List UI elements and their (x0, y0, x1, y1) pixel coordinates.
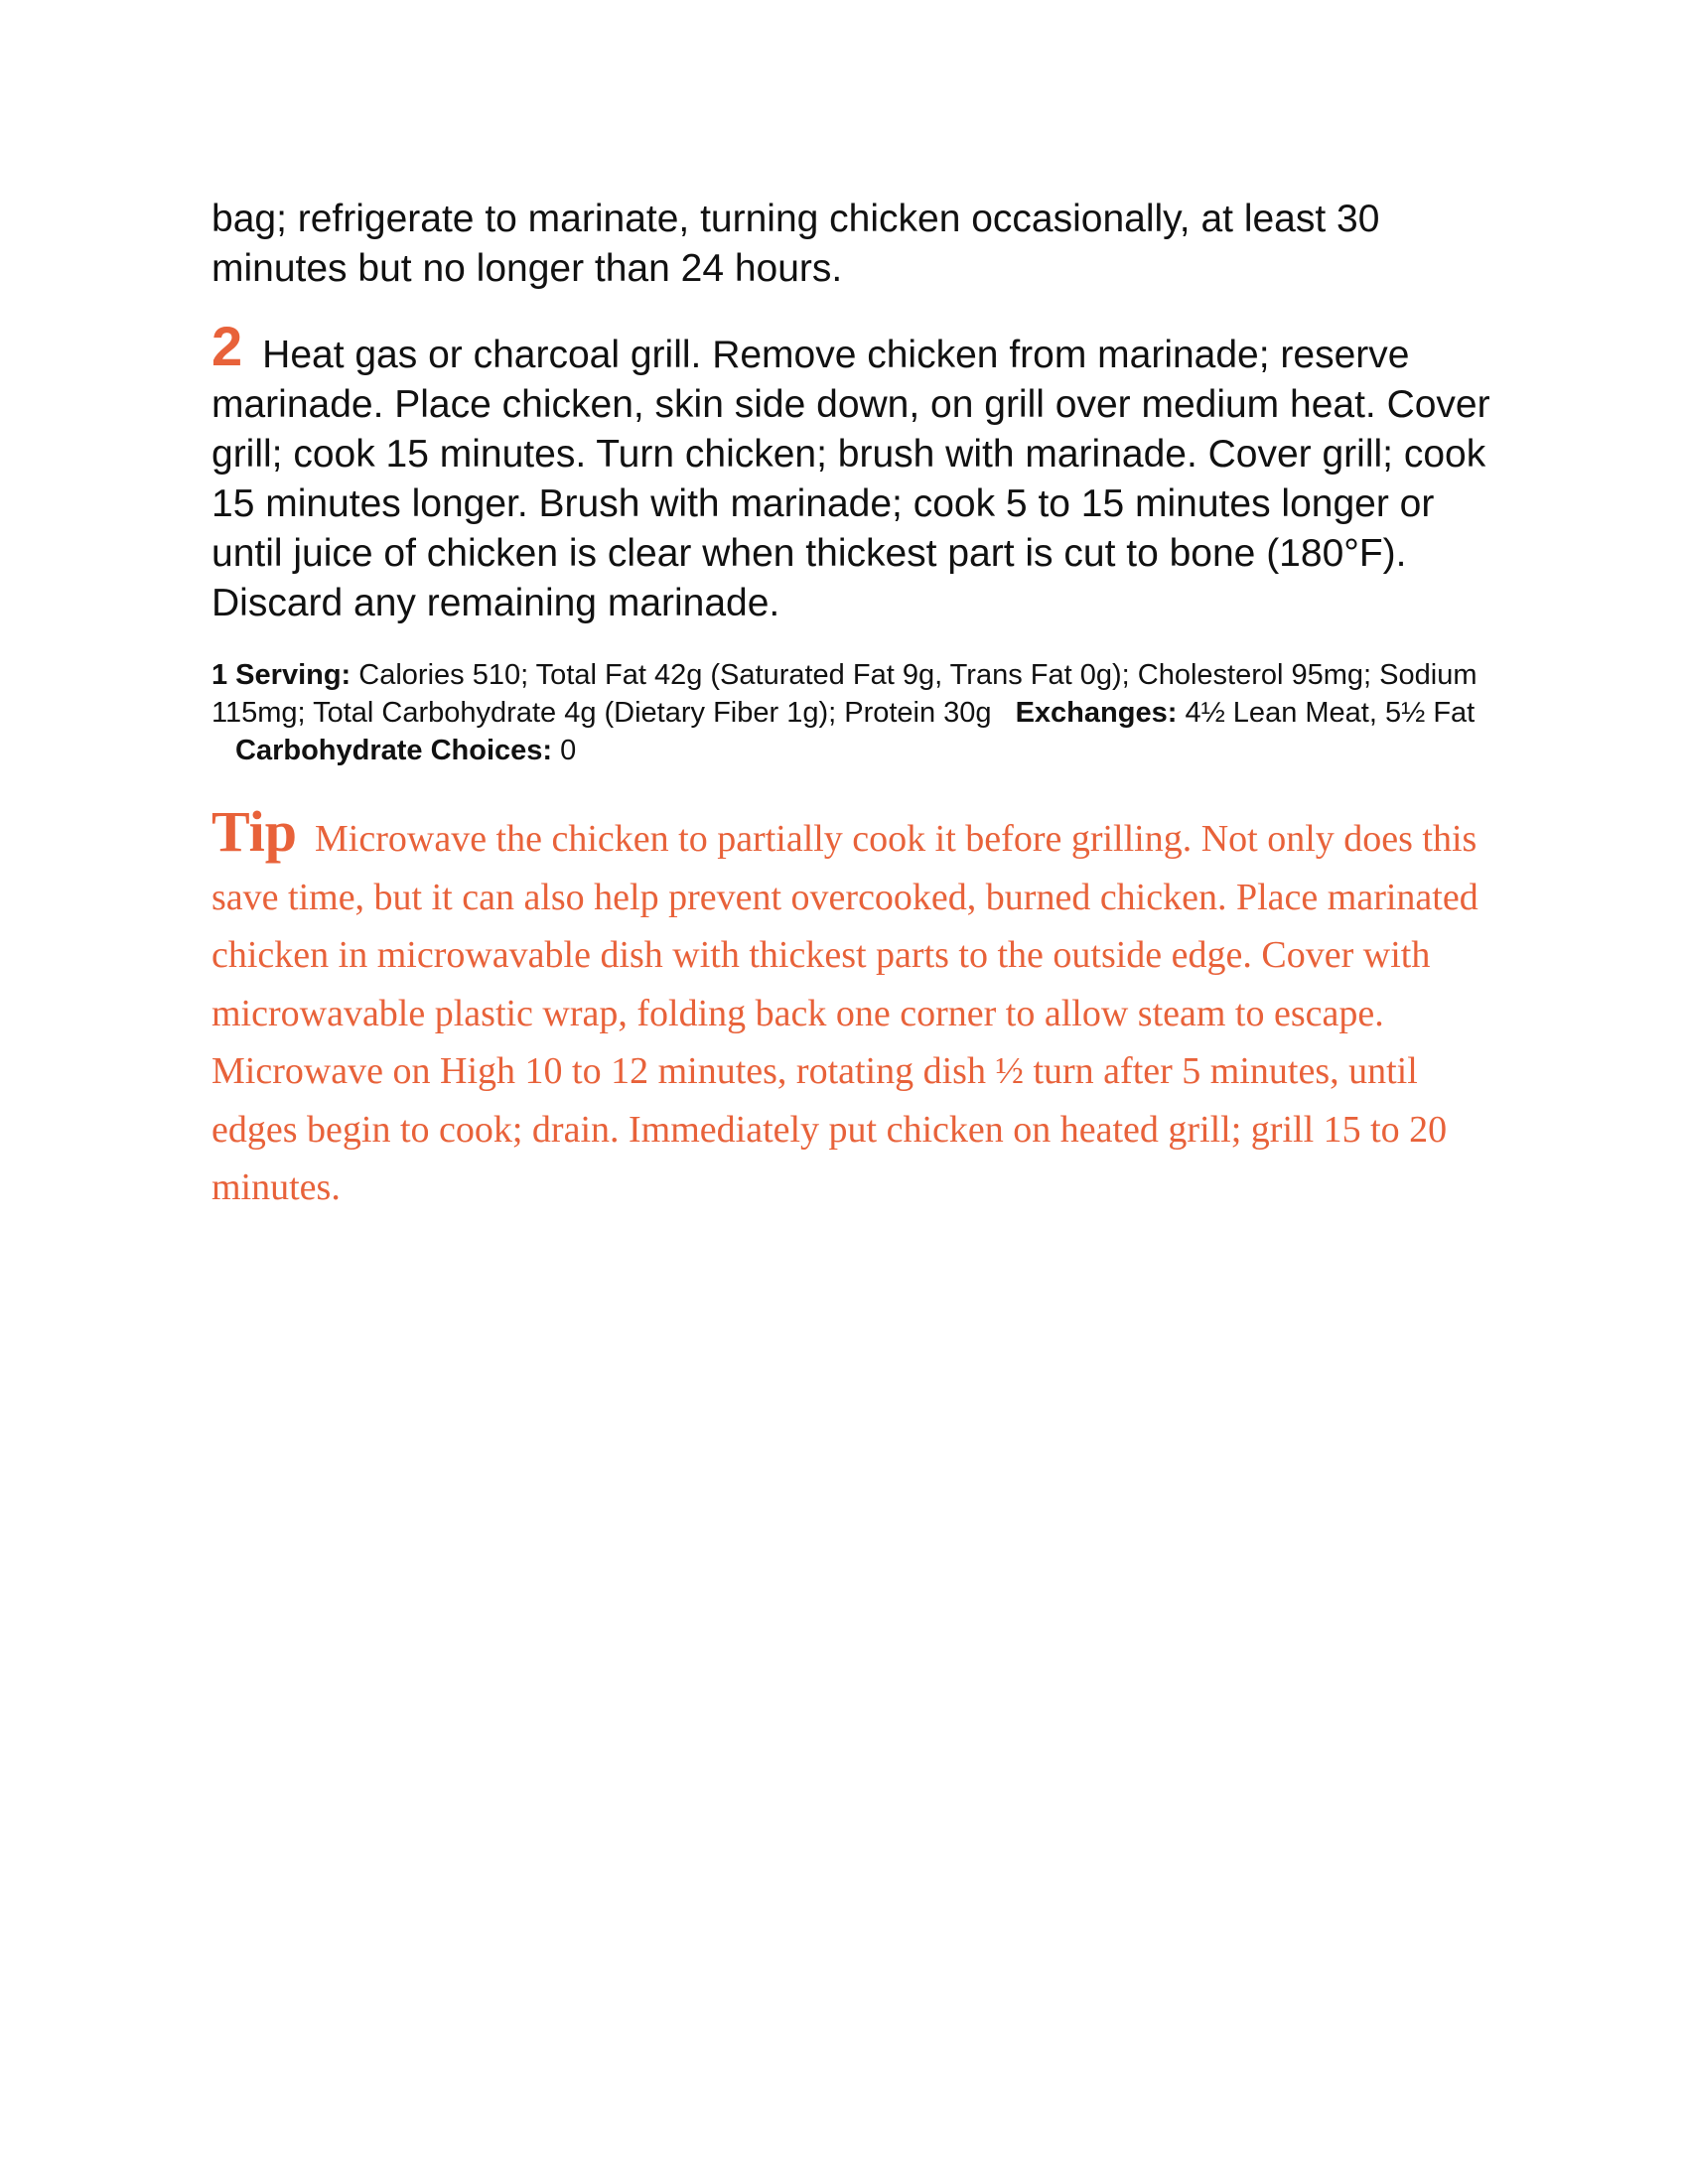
tip-box (211, 799, 1492, 1217)
step-1-continued-text: bag; refrigerate to marinate, turning chicken occasionally, at least 30 minutes but no longer than 24 hours. (211, 198, 1380, 290)
tip-text: Microwave the chicken to partially cook it before grilling. Not only does this save time, but it can also help prevent overcooked, burned chicken. Place marinated chicken in microwavable dish with thickest parts to the outside edge. Cover with microwavable plastic wrap, folding back one corner to allow steam to escape. Microwave on High 10 to 12 minutes, rotating dish ½ turn after 5 minutes, until edges begin to cook; drain. Immediately put chicken on heated grill; grill 15 to 20 minutes. (211, 818, 1478, 1208)
serving-text: Calories 510; Total Fat 42g (Saturated Fat 9g, Trans Fat 0g); Cholesterol 95mg; Sodium 115mg; Total Carbohydrate 4g (Dietary Fiber 1g); Protein 30g (211, 659, 1477, 729)
recipe-page (211, 195, 1492, 1217)
nutrition-info (211, 656, 1492, 769)
step-2-text: Heat gas or charcoal grill. Remove chicken from marinade; reserve marinade. Place chicken, skin side down, on grill over medium heat. Cover grill; cook 15 minutes. Turn chicken; brush with marinade. Cover grill; cook 15 minutes longer. Brush with marinade; cook 5 to 15 minutes longer or until juice of chicken is clear when thickest part is cut to bone (180°F). Discard any remaining marinade. (211, 334, 1490, 624)
tip-label: Tip (211, 799, 298, 864)
carb-choices-text: 0 (560, 735, 577, 766)
step-2-number: 2 (211, 315, 243, 377)
serving-label: 1 Serving: (211, 659, 352, 691)
exchanges-text: 4½ Lean Meat, 5½ Fat (1185, 697, 1476, 729)
carb-choices-label: Carbohydrate Choices: (235, 735, 553, 766)
exchanges-label: Exchanges: (1015, 697, 1178, 729)
step-2 (211, 315, 1492, 628)
